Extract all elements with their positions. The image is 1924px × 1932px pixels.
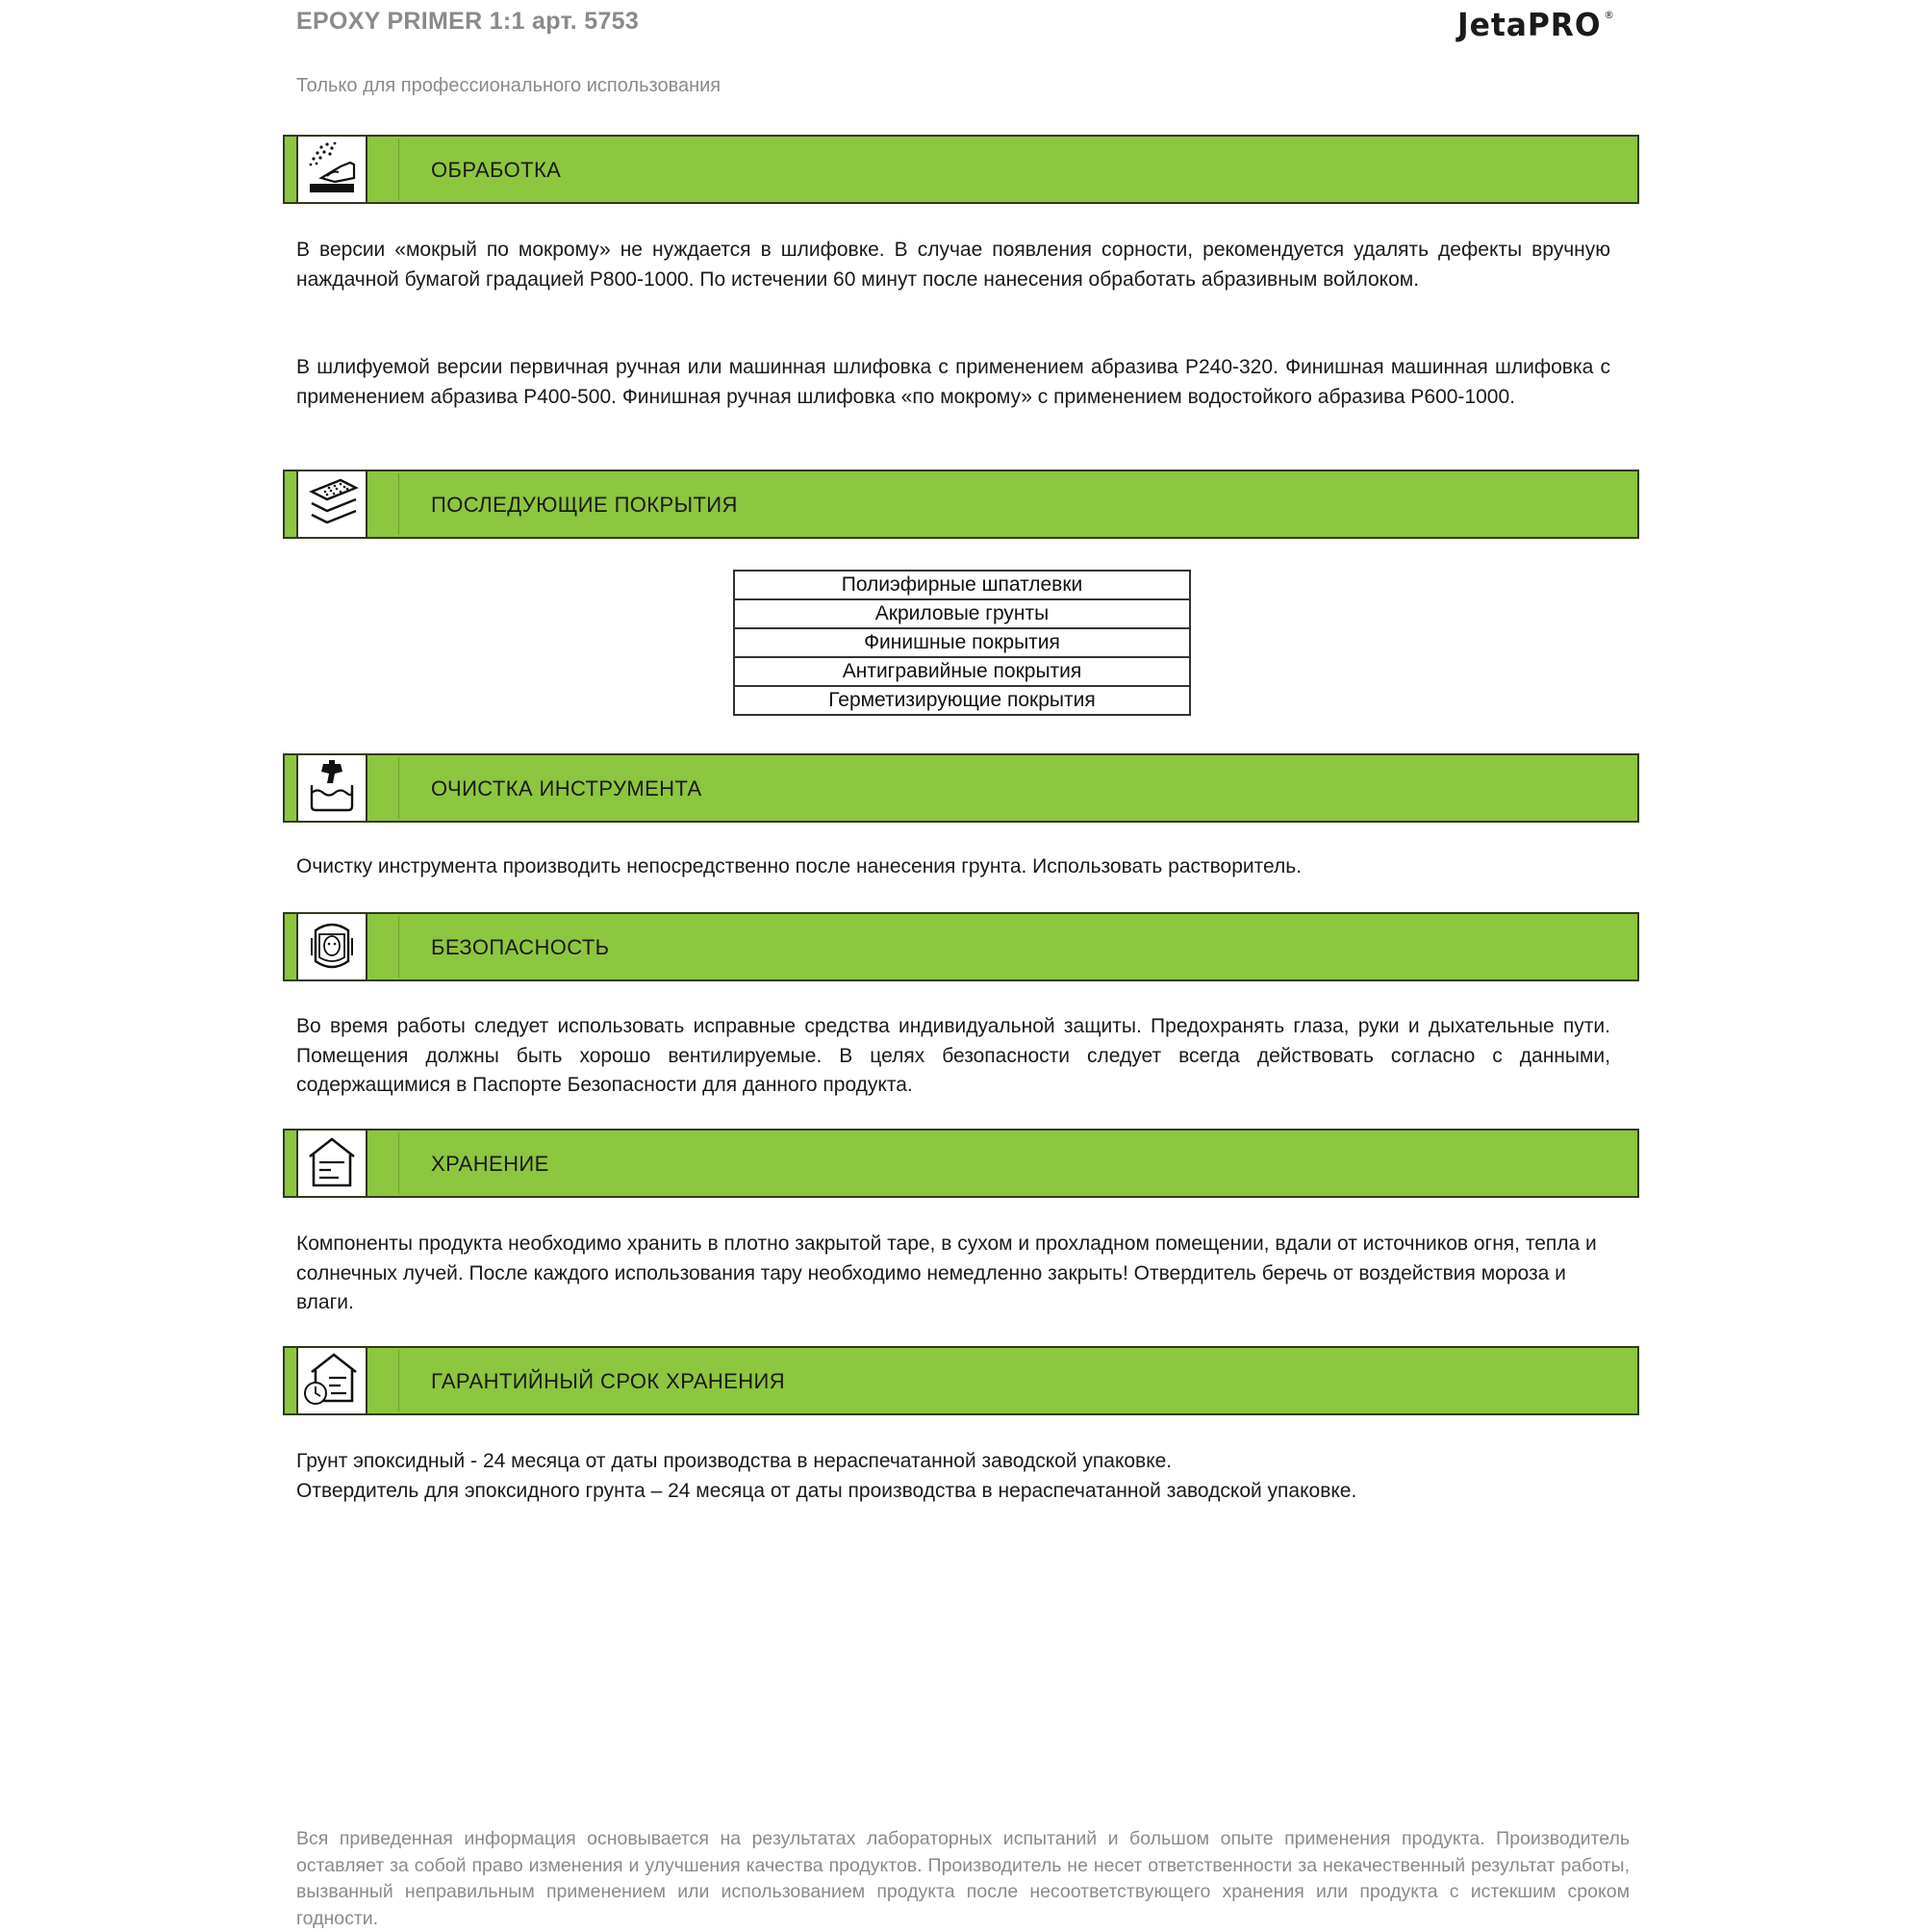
subsequent-coatings-table (733, 570, 1191, 716)
safety-text: Во время работы следует использовать исправные средства индивидуальной защиты. Предохранять глаза, руки и дыхательные пути. Помещения должны быть хорошо вентилируемые. В целях безопасности следует всегда действовать согласно с данными, содержащимися в Паспорте Безопасности для данного продукта. (296, 1015, 1610, 1096)
header-divider (398, 139, 399, 200)
document-title: EPOXY PRIMER 1:1 арт. 5753 (296, 8, 640, 35)
header-divider (398, 1350, 399, 1411)
sanding-hand-icon (296, 137, 367, 202)
layers-icon (296, 471, 367, 537)
warehouse-clock-icon (296, 1348, 367, 1413)
spray-gun-icon (296, 755, 367, 821)
table-row (734, 571, 1190, 599)
header-divider (398, 757, 399, 819)
table-row (734, 628, 1190, 657)
table-cell: Финишные покрытия (734, 628, 1190, 657)
section-title: ПОСЛЕДУЮЩИЕ ПОКРЫТИЯ (431, 493, 738, 517)
brand-logo (1457, 6, 1615, 43)
storage-text: Компоненты продукта необходимо хранить в плотно закрытой таре, в сухом и прохладном помещении, вдали от источников огня, тепла и солнечных лучей. После каждого использования тару необходимо немедленно закрыть! Отвердитель беречь от воздействия мороза и влаги. (296, 1233, 1597, 1313)
section-header-storage (283, 1129, 1639, 1198)
section-title: ГАРАНТИЙНЫЙ СРОК ХРАНЕНИЯ (431, 1369, 786, 1393)
section-title: ОЧИСТКА ИНСТРУМЕНТА (431, 776, 702, 801)
section-header-safety (283, 912, 1639, 981)
section-title: ХРАНЕНИЕ (431, 1152, 549, 1176)
header-divider (398, 1132, 399, 1194)
table-row (734, 599, 1190, 628)
table-cell: Герметизирующие покрытия (734, 686, 1190, 715)
table-cell: Акриловые грунты (734, 599, 1190, 628)
section-header-processing (283, 135, 1639, 204)
processing-paragraph-1: В версии «мокрый по мокрому» не нуждается в шлифовке. В случае появления сорности, рекомендуется удалять дефекты вручную наждачной бумагой градацией P800-1000. По истечении 60 минут после нанесения обработать абразивным войлоком. (296, 239, 1610, 291)
tool-cleaning-text: Очистку инструмента производить непосредственно после нанесения грунта. Использовать растворитель. (296, 855, 1303, 877)
registered-mark: ® (1604, 9, 1615, 21)
section-header-shelf-life (283, 1346, 1639, 1415)
table-cell: Полиэфирные шпатлевки (734, 571, 1190, 599)
section-header-tool-cleaning (283, 753, 1639, 823)
shelf-life-line-2: Отвердитель для эпоксидного грунта – 24 месяца от даты производства в нераспечатанной заводской упаковке. (296, 1480, 1357, 1502)
disclaimer-footer: Вся приведенная информация основывается на результатах лабораторных испытаний и большом опыте применения продукта. Производитель оставляет за собой право изменения и улучшения качества продуктов. Производитель не несет ответственности за некачественный результат работы, вызванный неправильным применением или использованием продукта после несоответствующего хранения или продукта с истекшим сроком годности. (296, 1828, 1630, 1929)
section-header-subsequent-coatings (283, 470, 1639, 539)
table-row (734, 686, 1190, 715)
section-title: ОБРАБОТКА (431, 158, 562, 182)
professional-use-note: Только для профессионального использования (296, 75, 722, 96)
header-divider (398, 473, 399, 535)
logo-text: JetaPRO (1457, 6, 1602, 43)
processing-paragraph-2: В шлифуемой версии первичная ручная или машинная шлифовка с применением абразива P240-320. Финишная машинная шлифовка с применением абразива P400-500. Финишная ручная шлифовка «по мокрому» с применением водостойкого абразива P600-1000. (296, 356, 1610, 408)
section-title: БЕЗОПАСНОСТЬ (431, 935, 610, 959)
face-shield-icon (296, 914, 367, 979)
header-divider (398, 916, 399, 978)
warehouse-icon (296, 1131, 367, 1196)
table-row (734, 657, 1190, 686)
shelf-life-line-1: Грунт эпоксидный - 24 месяца от даты производства в нераспечатанной заводской упаковке. (296, 1450, 1173, 1472)
table-cell: Антигравийные покрытия (734, 657, 1190, 686)
